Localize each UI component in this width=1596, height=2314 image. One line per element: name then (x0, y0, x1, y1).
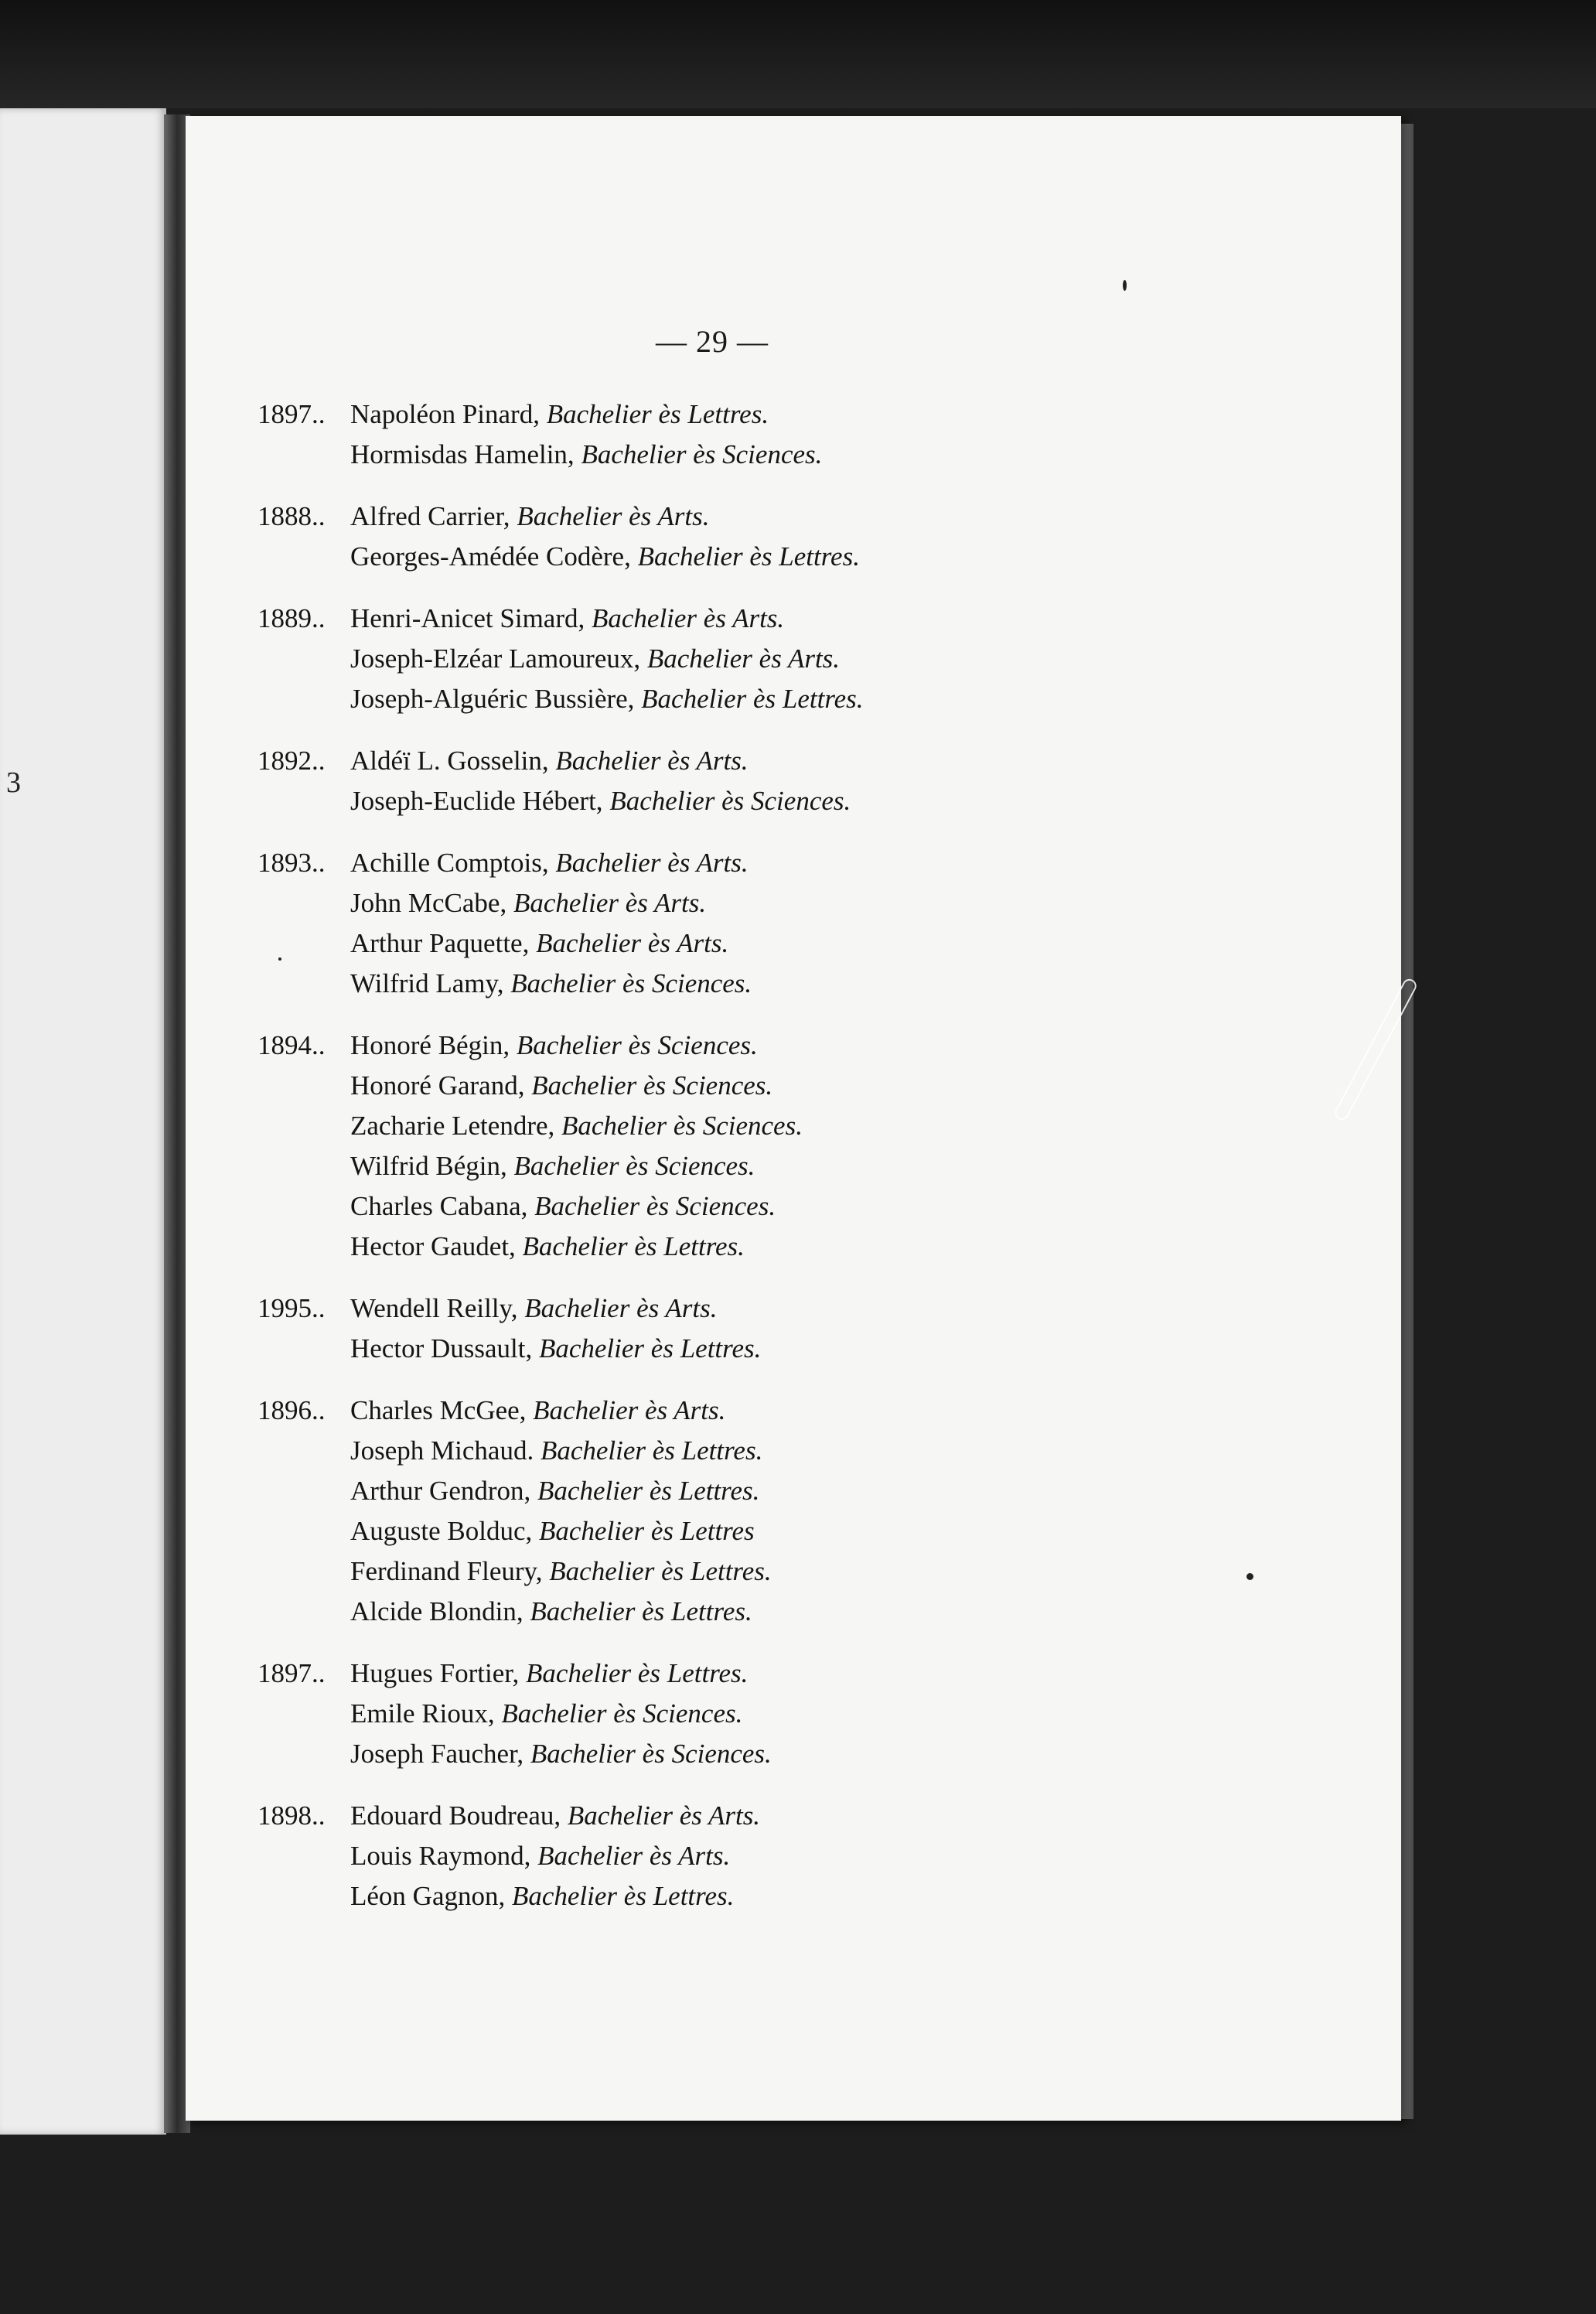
graduate-degree: Bachelier ès Sciences. (531, 1070, 773, 1101)
graduate-degree: Bachelier ès Sciences. (561, 1111, 803, 1141)
graduate-degree: Bachelier ès Sciences. (530, 1739, 772, 1769)
graduate-name: Aldéï L. Gosselin, (350, 746, 549, 776)
graduate-degree: Bachelier ès Arts. (537, 1841, 731, 1871)
graduate-name: Joseph Faucher, (350, 1739, 524, 1769)
graduate-line (257, 1026, 1340, 1066)
graduate-line (257, 435, 1340, 475)
facing-page-mark: 3 (6, 766, 21, 799)
graduate-name: John McCabe, (350, 888, 507, 918)
graduate-degree: Bachelier ès Arts. (555, 848, 749, 878)
entry-year: 1896.. (257, 1395, 326, 1425)
year-entry (257, 843, 1340, 1004)
year-entry (257, 1288, 1340, 1369)
graduate-name: Louis Raymond, (350, 1841, 531, 1871)
year-entry (257, 1796, 1340, 1916)
year-entry (257, 741, 1340, 821)
graduate-name: Hector Dussault, (350, 1333, 533, 1363)
graduate-degree: Bachelier ès Lettres (539, 1516, 755, 1546)
graduate-degree: Bachelier ès Arts. (533, 1395, 726, 1425)
graduate-name: Edouard Boudreau, (350, 1800, 561, 1831)
graduate-name: Wilfrid Bégin, (350, 1151, 507, 1181)
graduate-line (257, 1654, 1340, 1694)
graduate-name: Napoléon Pinard, (350, 399, 540, 429)
graduate-name: Wendell Reilly, (350, 1293, 518, 1323)
graduate-name: Hugues Fortier, (350, 1658, 520, 1688)
graduate-line (257, 497, 1340, 537)
graduate-line (257, 1796, 1340, 1836)
graduate-name: Honoré Garand, (350, 1070, 525, 1101)
graduate-degree: Bachelier ès Sciences. (513, 1151, 755, 1181)
graduate-degree: Bachelier ès Arts. (555, 746, 749, 776)
graduate-line (257, 1471, 1340, 1511)
graduate-name: Zacharie Letendre, (350, 1111, 555, 1141)
graduate-degree: Bachelier ès Lettres. (538, 1333, 762, 1363)
entry-year: 1892.. (257, 746, 326, 776)
graduate-degree: Bachelier ès Lettres. (522, 1231, 745, 1261)
graduate-name: Joseph-Euclide Hébert, (350, 786, 603, 816)
graduate-name: Arthur Paquette, (350, 928, 530, 958)
dust-speck (1246, 1573, 1253, 1580)
entry-year: 1893.. (257, 848, 326, 878)
facing-page-fragment (0, 108, 166, 2135)
graduate-name: Hormisdas Hamelin, (350, 439, 575, 469)
graduate-line (257, 679, 1340, 719)
graduate-line (257, 883, 1340, 923)
graduate-name: Charles McGee, (350, 1395, 527, 1425)
graduate-line (257, 1431, 1340, 1471)
year-entry (257, 497, 1340, 577)
graduate-degree: Bachelier ès Sciences. (501, 1698, 743, 1729)
graduate-line (257, 1734, 1340, 1774)
graduate-name: Wilfrid Lamy, (350, 968, 504, 998)
graduate-degree: Bachelier ès Lettres. (549, 1556, 772, 1586)
entry-year: 1894.. (257, 1030, 326, 1060)
graduate-degree: Bachelier ès Arts. (646, 643, 841, 674)
graduate-name: Hector Gaudet, (350, 1231, 516, 1261)
entry-year: 1888.. (257, 501, 326, 531)
graduate-name: Alcide Blondin, (350, 1596, 523, 1626)
graduate-name: Auguste Bolduc, (350, 1516, 533, 1546)
graduate-name: Alfred Carrier, (350, 501, 510, 531)
graduate-line (257, 781, 1340, 821)
graduate-line (257, 639, 1340, 679)
graduate-line (257, 741, 1340, 781)
entry-year: 1889.. (257, 603, 326, 633)
graduate-degree: Bachelier ès Lettres. (526, 1658, 749, 1688)
graduate-line (257, 599, 1340, 639)
graduate-name: Joseph-Alguéric Bussière, (350, 684, 635, 714)
year-entry (257, 1654, 1340, 1774)
graduate-name: Achille Comptois, (350, 848, 549, 878)
graduate-line (257, 964, 1340, 1004)
graduate-line (257, 1391, 1340, 1431)
graduate-line (257, 1876, 1340, 1916)
graduate-line (257, 923, 1340, 964)
graduate-line (257, 537, 1340, 577)
year-entry (257, 599, 1340, 719)
graduate-degree: Bachelier ès Arts. (524, 1293, 718, 1323)
graduate-degree: Bachelier ès Sciences. (516, 1030, 758, 1060)
year-entry (257, 1026, 1340, 1267)
entry-year: 1995.. (257, 1293, 326, 1323)
graduate-name: Georges-Amédée Codère, (350, 541, 631, 572)
graduate-line (257, 1836, 1340, 1876)
graduate-degree: Bachelier ès Lettres. (537, 1476, 760, 1506)
graduate-degree: Bachelier ès Arts. (513, 888, 707, 918)
graduate-line (257, 1146, 1340, 1186)
graduate-name: Arthur Gendron, (350, 1476, 531, 1506)
graduate-line (257, 1511, 1340, 1551)
graduate-name: Joseph-Elzéar Lamoureux, (350, 643, 641, 674)
graduate-line (257, 1227, 1340, 1267)
entry-year: 1898.. (257, 1800, 326, 1831)
page-number: — 29 — (656, 324, 769, 359)
year-entry (257, 1391, 1340, 1632)
graduate-name: Joseph Michaud. (350, 1435, 534, 1466)
graduate-degree: Bachelier ès Sciences. (534, 1191, 776, 1221)
graduate-line (257, 1551, 1340, 1592)
graduate-name: Ferdinand Fleury, (350, 1556, 543, 1586)
graduate-line (257, 394, 1340, 435)
dust-speck (278, 957, 281, 961)
graduate-degree: Bachelier ès Lettres. (637, 541, 860, 572)
graduate-line (257, 1066, 1340, 1106)
entry-year: 1897.. (257, 1658, 326, 1688)
graduate-degree: Bachelier ès Arts. (536, 928, 729, 958)
graduate-line (257, 1694, 1340, 1734)
entry-year: 1897.. (257, 399, 326, 429)
graduate-degree: Bachelier ès Lettres. (530, 1596, 752, 1626)
graduate-degree: Bachelier ès Lettres. (546, 399, 769, 429)
graduate-line (257, 1592, 1340, 1632)
graduate-degree: Bachelier ès Arts. (592, 603, 785, 633)
graduate-line (257, 1329, 1340, 1369)
graduate-line (257, 1186, 1340, 1227)
dust-speck (1123, 280, 1127, 291)
graduate-name: Henri-Anicet Simard, (350, 603, 585, 633)
year-entry (257, 394, 1340, 475)
graduate-degree: Bachelier ès Sciences. (510, 968, 752, 998)
graduate-line (257, 843, 1340, 883)
graduate-degree: Bachelier ès Sciences. (609, 786, 851, 816)
graduate-name: Léon Gagnon, (350, 1881, 506, 1911)
graduate-degree: Bachelier ès Lettres. (641, 684, 864, 714)
graduate-line (257, 1106, 1340, 1146)
graduate-degree: Bachelier ès Arts. (567, 1800, 761, 1831)
film-border-top (0, 0, 1596, 108)
graduate-line (257, 1288, 1340, 1329)
graduates-list (257, 394, 1340, 1938)
graduate-name: Honoré Bégin, (350, 1030, 510, 1060)
graduate-name: Charles Cabana, (350, 1191, 528, 1221)
graduate-degree: Bachelier ès Arts. (517, 501, 710, 531)
graduate-degree: Bachelier ès Lettres. (511, 1881, 735, 1911)
graduate-degree: Bachelier ès Sciences. (581, 439, 823, 469)
graduate-degree: Bachelier ès Lettres. (540, 1435, 763, 1466)
graduate-name: Emile Rioux, (350, 1698, 495, 1729)
